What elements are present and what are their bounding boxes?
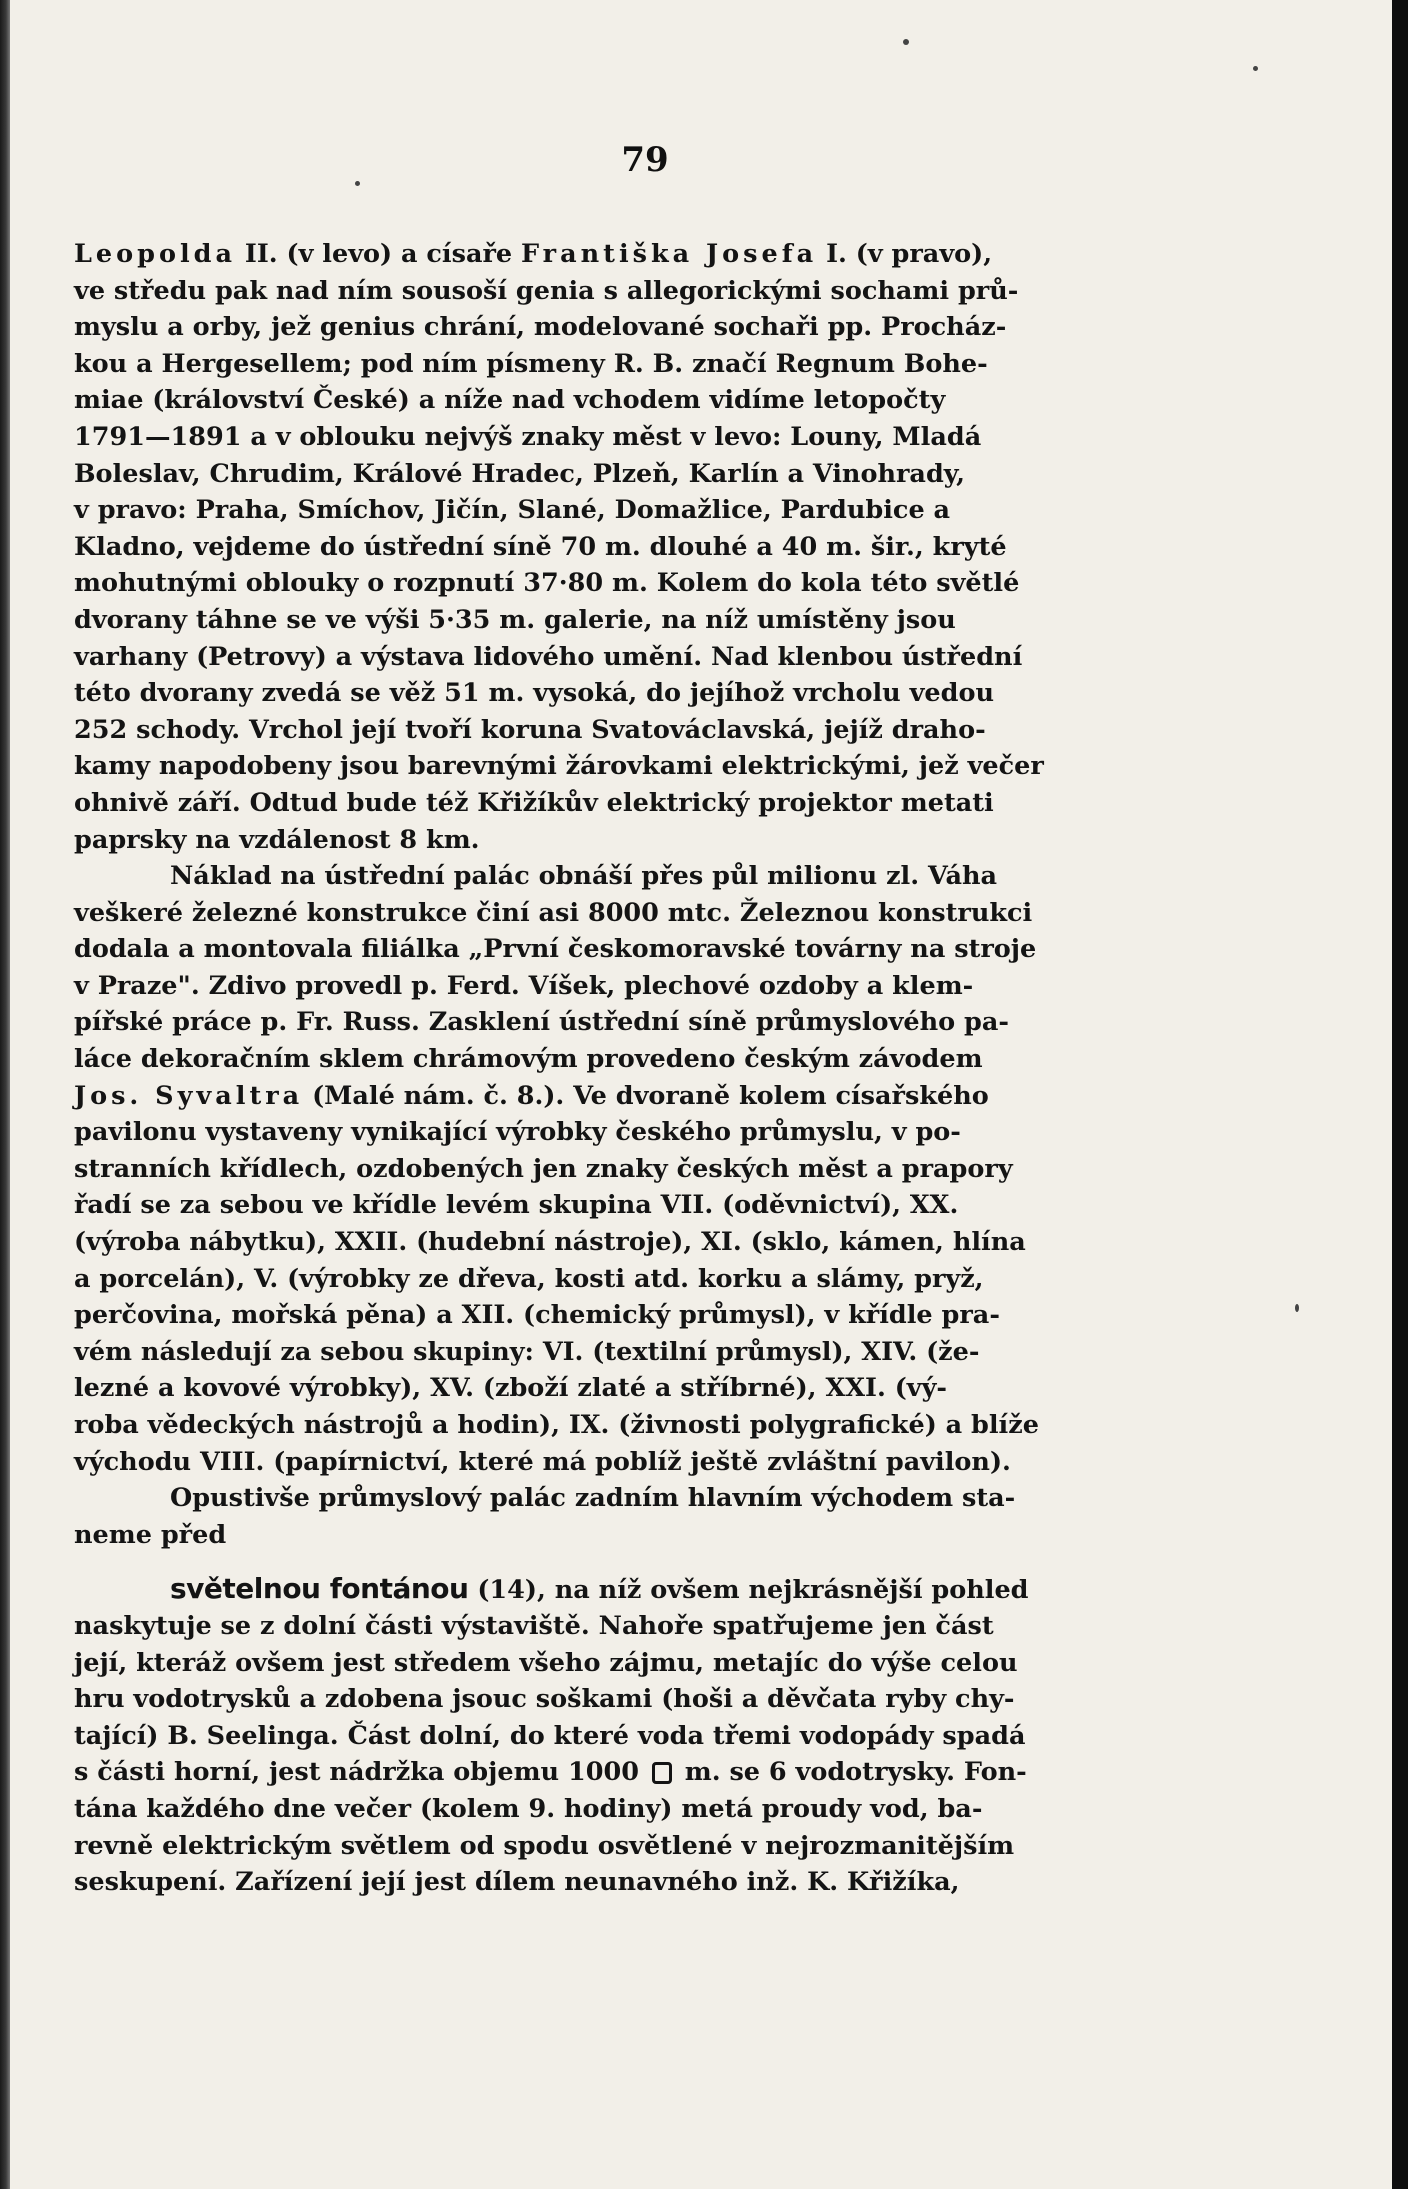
text-segment: seskupení. Zařízení její jest dílem neunavného inž. K. Křižíka,: [74, 1867, 960, 1898]
section-heading: světelnou fontánou: [170, 1572, 469, 1606]
page-body-text: [74, 236, 1198, 1901]
text-line: [74, 1004, 1198, 1041]
text-segment: řadí se za sebou ve křídle levém skupina VII. (oděvnictví), XX.: [74, 1190, 959, 1221]
text-segment: I. (v pravo),: [817, 239, 993, 269]
spaced-name: Leopolda: [74, 239, 237, 269]
text-line: [74, 822, 1198, 859]
text-segment: II. (v levo) a císaře: [236, 239, 522, 269]
text-segment: tána každého dne večer (kolem 9. hodiny) metá proudy vod, ba-: [74, 1793, 983, 1824]
text-line: [74, 1224, 1198, 1261]
paper-speck: [355, 181, 360, 186]
text-line: [74, 1718, 1198, 1755]
text-line: [74, 1828, 1198, 1865]
text-segment: (výroba nábytku), XXII. (hudební nástroje), XI. (sklo, kámen, hlína: [74, 1227, 1026, 1258]
text-line: [74, 968, 1198, 1005]
text-segment: stranních křídlech, ozdobených jen znaky českých měst a prapory: [74, 1153, 1013, 1184]
text-segment: paprsky na vzdálenost 8 km.: [74, 824, 480, 855]
paper-speck: [1253, 66, 1258, 71]
text-segment: v pravo: Praha, Smíchov, Jičín, Slané, Domažlice, Pardubice a: [74, 495, 951, 526]
text-segment: neme před: [74, 1519, 227, 1550]
text-segment: (Malé nám. č. 8.). Ve dvoraně kolem císařského: [303, 1080, 989, 1111]
text-segment: mohutnými oblouky o rozpnutí 37·80 m. Kolem do kola této světlé: [74, 568, 1020, 599]
text-line: [74, 1334, 1198, 1371]
text-line: [74, 1114, 1198, 1151]
text-segment: v Praze". Zdivo provedl p. Ferd. Víšek, plechové ozdoby a klem-: [74, 970, 974, 1001]
text-segment: kou a Hergesellem; pod ním písmeny R. B. značí Regnum Bohe-: [74, 348, 988, 379]
text-line: [74, 1297, 1198, 1334]
text-line: [74, 1681, 1198, 1718]
text-line: [74, 1261, 1198, 1298]
text-segment: a porcelán), V. (výrobky ze dřeva, kosti atd. korku a slámy, pryž,: [74, 1263, 984, 1294]
text-line: [74, 346, 1198, 383]
text-segment: hru vodotrysků a zdobena jsouc soškami (hoši a děvčata ryby chy-: [74, 1684, 1015, 1715]
text-line: [74, 858, 1198, 895]
text-line: [74, 1370, 1198, 1407]
text-line: [74, 1608, 1198, 1645]
text-line: [74, 785, 1198, 822]
book-page: [10, 0, 1392, 2189]
text-line: [74, 236, 1198, 273]
text-line: [74, 456, 1198, 493]
text-segment: veškeré železné konstrukce činí asi 8000 mtc. Železnou konstrukci: [74, 897, 1033, 928]
paper-speck: [903, 39, 909, 45]
spaced-name: Jos. Syvaltra: [74, 1080, 304, 1111]
text-line: [74, 273, 1198, 310]
page-left-edge: [0, 0, 10, 2189]
text-line: [74, 639, 1198, 676]
text-line: [74, 1864, 1198, 1901]
spaced-name: Františka Josefa: [521, 239, 818, 269]
text-line: [74, 1187, 1198, 1224]
text-segment: 1791—1891 a v oblouku nejvýš znaky měst v levo: Louny, Mladá: [74, 421, 982, 452]
text-segment: naskytuje se z dolní části výstaviště. Nahoře spatřujeme jen část: [74, 1610, 994, 1641]
text-segment: m. se 6 vodotrysky. Fon-: [675, 1757, 1027, 1788]
text-line: [74, 602, 1198, 639]
text-line: [74, 748, 1198, 785]
text-segment: pířské práce p. Fr. Russ. Zasklení ústřední síně průmyslového pa-: [74, 1007, 1009, 1038]
text-line: [74, 419, 1198, 456]
section-heading-line: [74, 1571, 1198, 1608]
text-segment: pavilonu vystaveny vynikající výrobky českého průmyslu, v po-: [74, 1117, 961, 1148]
text-segment: dvorany táhne se ve výši 5·35 m. galerie, na níž umístěny jsou: [74, 604, 956, 635]
text-segment: Opustivše průmyslový palác zadním hlavním východem sta-: [170, 1483, 1016, 1514]
text-line: [74, 529, 1198, 566]
text-line: [74, 712, 1198, 749]
text-line: [74, 1041, 1198, 1078]
text-line: [74, 1151, 1198, 1188]
text-segment: tající) B. Seelinga. Část dolní, do které voda třemi vodopády spadá: [74, 1720, 1026, 1751]
text-segment: této dvorany zvedá se věž 51 m. vysoká, do jejíhož vrcholu vedou: [74, 678, 995, 709]
text-segment: láce dekoračním sklem chrámovým provedeno českým závodem: [74, 1044, 983, 1075]
text-segment: revně elektrickým světlem od spodu osvětlené v nejrozmanitějším: [74, 1830, 1015, 1861]
text-segment: perčovina, mořská pěna) a XII. (chemický průmysl), v křídle pra-: [74, 1300, 1000, 1331]
text-line: [74, 382, 1198, 419]
text-line: [74, 309, 1198, 346]
text-segment: její, kteráž ovšem jest středem všeho zájmu, metajíc do výše celou: [74, 1647, 1018, 1678]
text-line: [74, 931, 1198, 968]
text-segment: východu VIII. (papírnictví, které má poblíž ještě zvláštní pavilon).: [74, 1446, 1011, 1477]
text-line: [74, 1480, 1198, 1517]
text-segment: roba vědeckých nástrojů a hodin), IX. (živnosti polygrafické) a blíže: [74, 1410, 1039, 1440]
text-segment: Kladno, vejdeme do ústřední síně 70 m. dlouhé a 40 m. šir., kryté: [74, 531, 1007, 562]
text-segment: vém následují za sebou skupiny: VI. (textilní průmysl), XIV. (že-: [74, 1336, 980, 1367]
text-segment: ohnivě září. Odtud bude též Křižíkův elektrický projektor metati: [74, 787, 994, 818]
text-segment: myslu a orby, jež genius chrání, modelované sochaři pp. Procház-: [74, 312, 1007, 343]
text-segment: 252 schody. Vrchol její tvoří koruna Svatováclavská, jejíž draho-: [74, 714, 986, 745]
text-segment: kamy napodobeny jsou barevnými žárovkami elektrickými, jež večer: [74, 751, 1044, 782]
text-line: [74, 1517, 1198, 1554]
text-line: [74, 1444, 1198, 1481]
text-line: [74, 492, 1198, 529]
text-line: [74, 1791, 1198, 1828]
text-line: [74, 895, 1198, 932]
text-segment: varhany (Petrovy) a výstava lidového umění. Nad klenbou ústřední: [74, 641, 1023, 672]
text-segment: dodala a montovala filiálka „První českomoravské továrny na stroje: [74, 934, 1037, 965]
text-line: [74, 1407, 1198, 1444]
square-symbol-icon: [652, 1762, 672, 1784]
text-line: [74, 565, 1198, 602]
paper-speck: [1295, 1304, 1299, 1312]
page-number: 79: [621, 140, 669, 180]
text-line: [74, 1754, 1198, 1791]
text-segment: Boleslav, Chrudim, Králové Hradec, Plzeň, Karlín a Vinohrady,: [74, 458, 966, 489]
text-segment: s části horní, jest nádržka objemu 1000: [74, 1757, 648, 1788]
text-segment: lezné a kovové výrobky), XV. (zboží zlaté a stříbrné), XXI. (vý-: [74, 1373, 947, 1404]
text-line: [74, 1645, 1198, 1682]
text-segment: (14), na níž ovšem nejkrásnější pohled: [468, 1575, 1029, 1606]
text-segment: Náklad na ústřední palác obnáší přes půl milionu zl. Váha: [170, 861, 998, 892]
text-line: [74, 1078, 1198, 1115]
text-line: [74, 675, 1198, 712]
text-segment: miae (království České) a níže nad vchodem vidíme letopočty: [74, 385, 946, 416]
text-segment: ve středu pak nad ním sousoší genia s allegorickými sochami prů-: [74, 275, 1019, 306]
